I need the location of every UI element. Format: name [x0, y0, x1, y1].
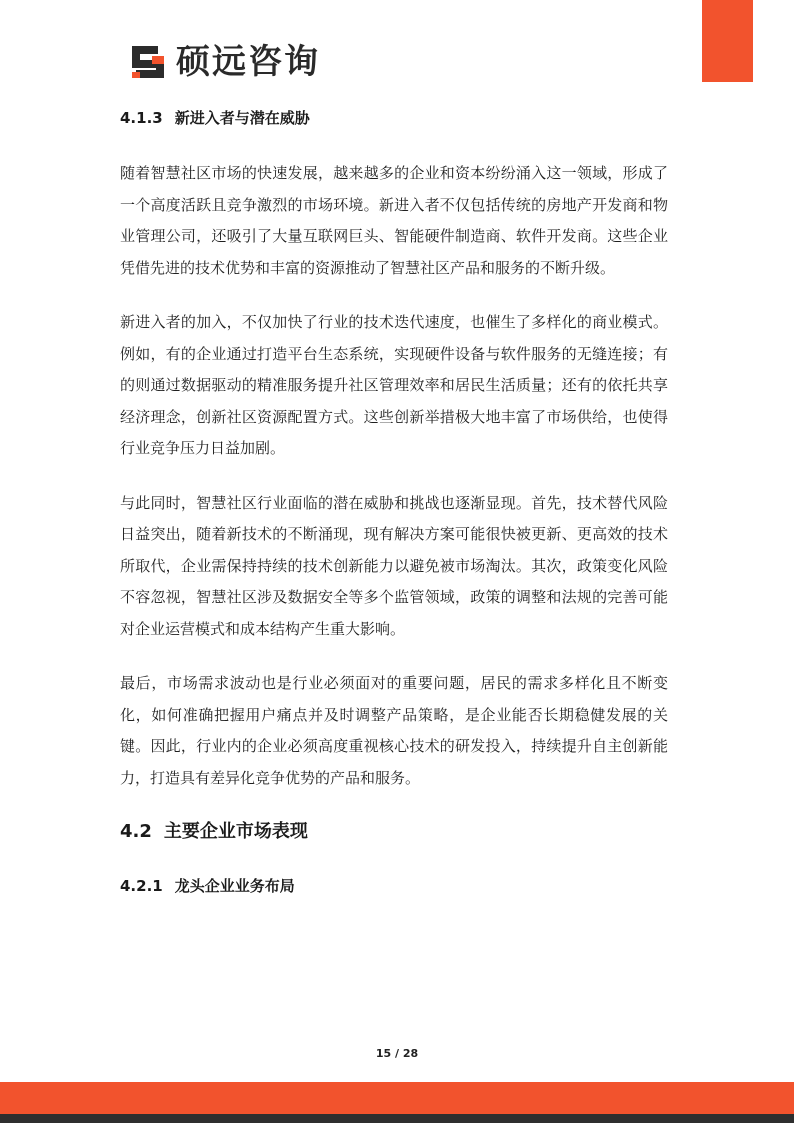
page-content: [120, 104, 668, 900]
paragraph: 随着智慧社区市场的快速发展，越来越多的企业和资本纷纷涌入这一领域，形成了一个高度活跃且竞争激烈的市场环境。新进入者不仅包括传统的房地产开发商和物业管理公司，还吸引了大量互联网巨头、智能硬件制造商、软件开发商。这些企业凭借先进的技术优势和丰富的资源推动了智慧社区产品和服务的不断升级。: [120, 164, 668, 277]
footer-accent-bar: [0, 1082, 794, 1114]
footer-dark-bar: [0, 1114, 794, 1123]
paragraph: 最后，市场需求波动也是行业必须面对的重要问题，居民的需求多样化且不断变化，如何准确把握用户痛点并及时调整产品策略，是企业能否长期稳健发展的关键。因此，行业内的企业必须高度重视核心技术的研发投入，持续提升自主创新能力，打造具有差异化竞争优势的产品和服务。: [120, 674, 668, 787]
section-title: 主要企业市场表现: [163, 821, 308, 842]
brand-logo: [128, 42, 320, 82]
section-title: 新进入者与潜在威胁: [174, 109, 310, 127]
section-heading-4-2-1: [120, 872, 668, 900]
section-heading-4-2: [120, 817, 668, 847]
section-number: 4.2: [120, 821, 152, 842]
section-number: 4.2.1: [120, 877, 163, 895]
section-number: 4.1.3: [120, 109, 163, 127]
brand-logo-icon: [128, 42, 168, 82]
corner-accent-block: [702, 0, 753, 82]
section-heading-4-1-3: [120, 104, 668, 132]
brand-name: 硕远咨询: [176, 42, 320, 82]
paragraph: 新进入者的加入，不仅加快了行业的技术迭代速度，也催生了多样化的商业模式。例如，有的企业通过打造平台生态系统，实现硬件设备与软件服务的无缝连接；有的则通过数据驱动的精准服务提升社区管理效率和居民生活质量；还有的依托共享经济理念，创新社区资源配置方式。这些创新举措极大地丰富了市场供给，也使得行业竞争压力日益加剧。: [120, 313, 668, 457]
paragraph: 与此同时，智慧社区行业面临的潜在威胁和挑战也逐渐显现。首先，技术替代风险日益突出，随着新技术的不断涌现，现有解决方案可能很快被更新、更高效的技术所取代，企业需保持持续的技术创新能力以避免被市场淘汰。其次，政策变化风险不容忽视，智慧社区涉及数据安全等多个监管领域，政策的调整和法规的完善可能对企业运营模式和成本结构产生重大影响。: [120, 493, 668, 638]
section-title: 龙头企业业务布局: [174, 877, 295, 895]
page-number: 15 / 28: [375, 1047, 419, 1060]
